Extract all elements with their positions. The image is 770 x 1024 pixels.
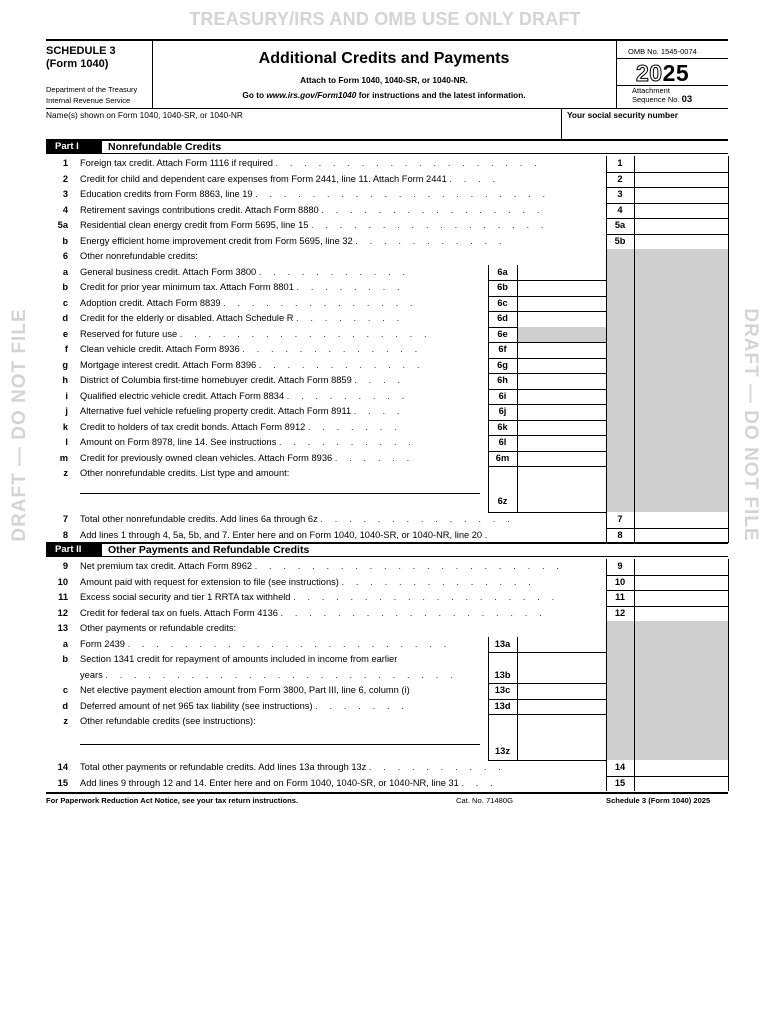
line-number: z: [63, 468, 68, 478]
amount-field-6m[interactable]: [519, 452, 604, 466]
line-description: [80, 575, 535, 591]
leader-dots: . . . . . . . . . . . . . . . . . . . . . . .: [127, 638, 451, 649]
line-text: Credit for the elderly or disabled. Attach Schedule R: [80, 313, 294, 323]
leader-dots: . . . . . . . . . . . . . . . .: [321, 204, 545, 215]
line-number: a: [62, 266, 68, 277]
amount-field-5b[interactable]: [636, 235, 726, 249]
line-description: [80, 280, 404, 296]
amount-field-13a[interactable]: [519, 638, 604, 652]
line-description: [80, 606, 546, 622]
line-description: [80, 590, 559, 606]
line-box-2: 2: [617, 173, 623, 184]
header-top-rule: [46, 39, 728, 41]
line-text: Amount paid with request for extension to file (see instructions): [80, 576, 339, 587]
amount-field-2[interactable]: [636, 173, 726, 187]
line-text: Add lines 1 through 4, 5a, 5b, and 7. Enter here and on Form 1040, 1040-SR, or 1040-NR, line 20: [80, 529, 483, 540]
part-1-label: Part I: [46, 141, 102, 153]
list-underline: [80, 744, 480, 745]
leader-dots: . . . . . . . . . .: [278, 437, 416, 447]
line-box-11: 11: [615, 592, 625, 602]
line-number: h: [62, 375, 68, 385]
leader-dots: . . . . . . . . . . . . . . . . . . . . . .: [254, 561, 564, 571]
form-title: Additional Credits and Payments: [258, 50, 510, 67]
line-box-12: 12: [614, 607, 626, 618]
amount-field-15[interactable]: [636, 777, 726, 791]
line-text: Alternative fuel vehicle refueling property credit. Attach Form 8911: [80, 406, 352, 416]
line-description: [80, 373, 405, 389]
attachment-sequence: [632, 86, 692, 104]
line-box-5a: 5a: [614, 220, 626, 230]
line-text: Education credits from Form 8863, line 19: [80, 189, 253, 199]
line-box-13b: 13b: [494, 669, 511, 680]
box-column-left: [606, 156, 607, 543]
inner-box-left: [488, 637, 489, 761]
amount-field-14[interactable]: [636, 761, 726, 775]
sequence-label: Sequence No.: [632, 95, 680, 104]
amount-field-6z[interactable]: [519, 467, 604, 511]
footer-form-id: [606, 796, 710, 805]
line-box-6d: 6d: [497, 313, 508, 323]
line-number: d: [62, 313, 68, 323]
line-number: 1: [62, 158, 68, 168]
line-text: Qualified electric vehicle credit. Attach Form 8834: [80, 390, 285, 401]
line-description: [80, 668, 457, 684]
line-text: Deferred amount of net 965 tax liability (see instructions): [80, 700, 313, 711]
box-column-right: [634, 156, 635, 543]
line-number: 13: [57, 623, 68, 633]
box-column-left: [606, 559, 607, 791]
line-text: Adoption credit. Attach Form 8839: [80, 297, 221, 308]
reserved-shade: [517, 327, 606, 343]
line-text: District of Columbia first-time homebuyer credit. Attach Form 8859: [80, 375, 352, 385]
line-description: [80, 218, 548, 234]
line-description: [80, 404, 404, 420]
amount-field-6k[interactable]: [519, 421, 604, 435]
line-description: [80, 760, 505, 776]
amount-field-4[interactable]: [636, 204, 726, 218]
line-description: [80, 466, 289, 482]
line-number: f: [64, 344, 68, 354]
line-text: Net elective payment election amount from Form 3800, Part III, line 6, column (i): [80, 685, 410, 695]
line-text: Residential clean energy credit from Form 5695, line 15: [80, 220, 309, 230]
line-text: Other nonrefundable credits:: [80, 251, 198, 261]
line-box-6z: 6z: [497, 496, 508, 506]
box-column-right: [634, 559, 635, 791]
inner-box-right: [517, 265, 518, 513]
line-box-3: 3: [617, 189, 623, 199]
amount-field-6c[interactable]: [519, 297, 604, 311]
name-field-label: Name(s) shown on Form 1040, 1040-SR, or 1040-NR: [46, 110, 243, 120]
line-box-13z: 13z: [495, 746, 510, 756]
line-description: [80, 327, 431, 343]
line-number: m: [59, 452, 68, 463]
line-text: Form 2439: [80, 638, 125, 649]
line-box-6i: 6i: [498, 390, 507, 401]
line-description: [80, 311, 404, 327]
line-number: 8: [62, 529, 68, 540]
schedule-form: (Form 1040): [46, 58, 109, 70]
line-number: j: [65, 406, 68, 416]
leader-dots: . . . . . . . . . .: [368, 762, 506, 772]
leader-dots: . . . . . . . .: [296, 282, 405, 292]
goto-instruction: [155, 90, 613, 100]
line-description: [80, 528, 492, 544]
line-text: Mortgage interest credit. Attach Form 8396: [80, 359, 257, 370]
line-number: 7: [62, 514, 68, 524]
header-divider-right: [616, 40, 617, 108]
name-input[interactable]: [46, 122, 558, 138]
line-box-6g: 6g: [497, 359, 508, 370]
omb-rule: [616, 58, 728, 59]
header-bottom-rule: [46, 108, 728, 109]
line-box-6k: 6k: [497, 421, 508, 432]
amount-field-13b[interactable]: [519, 669, 604, 683]
leader-dots: . . . . . . . . . . . . . . . . . . . . . . . . .: [105, 669, 458, 680]
schedule-name: SCHEDULE 3: [46, 45, 116, 57]
line-box-6f: 6f: [498, 344, 507, 354]
line-description: [80, 621, 236, 637]
line-text: Amount on Form 8978, line 14. See instructions: [80, 437, 277, 447]
footer-rule: [46, 792, 728, 794]
line-text: Excess social security and tier 1 RRTA tax withheld: [80, 592, 291, 602]
line-number: l: [65, 437, 68, 447]
line-box-6m: 6m: [495, 452, 510, 463]
leader-dots: . . . .: [449, 173, 500, 184]
line-number: 15: [57, 777, 68, 788]
goto-suffix: for instructions and the latest information.: [356, 90, 526, 100]
line-text: Clean vehicle credit. Attach Form 8936: [80, 344, 240, 354]
header-divider-left: [152, 40, 153, 108]
line-box-6a: 6a: [497, 266, 508, 277]
line-number: c: [62, 685, 68, 695]
amount-field-6g[interactable]: [519, 359, 604, 373]
part-1-title: Nonrefundable Credits: [108, 141, 222, 153]
line-text: Credit for child and dependent care expenses from Form 2441, line 11. Attach Form 2441: [80, 173, 447, 184]
line-description: [80, 435, 415, 451]
amount-field-5a[interactable]: [636, 219, 726, 233]
line-number: 10: [57, 576, 68, 587]
tax-year-outline: 20: [636, 60, 663, 86]
right-column-shade: [606, 249, 728, 512]
line-number: a: [62, 638, 68, 649]
draft-watermark-left: DRAFT — DO NOT FILE: [9, 308, 30, 542]
ssn-field-label: Your social security number: [567, 110, 678, 120]
part-2-title: Other Payments and Refundable Credits: [108, 544, 310, 556]
line-description: [80, 699, 409, 715]
line-text: Credit for federal tax on fuels. Attach Form 4136: [80, 607, 278, 618]
line-box-6b: 6b: [497, 282, 508, 292]
line-description: [80, 559, 564, 575]
line-text: Total other payments or refundable credits. Add lines 13a through 13z: [80, 762, 367, 772]
amount-field-13d[interactable]: [519, 700, 604, 714]
list-underline: [80, 493, 480, 494]
line-description: [80, 683, 410, 699]
line-description: [80, 156, 541, 172]
line-number: d: [62, 700, 68, 711]
line-number: b: [62, 282, 68, 292]
line-description: [80, 420, 401, 436]
amount-field-3[interactable]: [636, 188, 726, 202]
leader-dots: . . . . . . . . .: [286, 390, 409, 401]
line-text: Reserved for future use: [80, 328, 178, 339]
leader-dots: . . .: [461, 777, 498, 788]
line-number: b: [62, 654, 68, 664]
sequence-number: 03: [681, 94, 693, 105]
line-box-7: 7: [617, 514, 623, 524]
line-text: Section 1341 credit for repayment of amounts included in income from earlier: [80, 654, 398, 664]
line-number: 11: [58, 592, 68, 602]
line-number: 9: [62, 561, 68, 571]
irs-link[interactable]: www.irs.gov/Form1040: [266, 90, 357, 100]
line-description: [80, 358, 424, 374]
department-line-2: Internal Revenue Service: [46, 96, 131, 105]
line-description: [80, 249, 198, 265]
line-number: 4: [62, 204, 68, 215]
amount-field-13z[interactable]: [519, 715, 604, 759]
footer-form-name: Schedule 3 (Form 1040): [606, 796, 694, 805]
line-number: k: [62, 421, 68, 432]
inner-box-left: [488, 265, 489, 513]
line-description: [80, 265, 410, 281]
leader-dots: . . . . . . . . . . . . .: [242, 344, 422, 354]
amount-field-6l[interactable]: [519, 436, 604, 450]
line-number: e: [62, 328, 68, 339]
amount-field-10[interactable]: [636, 576, 726, 590]
line-box-13a: 13a: [494, 638, 511, 649]
amount-field-6d[interactable]: [519, 312, 604, 326]
leader-dots: . . . . . . .: [315, 700, 409, 711]
leader-dots: . . . . . . . . . . . .: [258, 359, 425, 370]
leader-dots: . . . . . . . . . . . . . .: [320, 514, 515, 524]
line-text: Net premium tax credit. Attach Form 8962: [80, 561, 253, 571]
line-text: General business credit. Attach Form 3800: [80, 266, 257, 277]
amount-field-6a[interactable]: [519, 266, 604, 280]
department-name: [46, 84, 137, 106]
line-description: [80, 234, 506, 250]
line-box-6h: 6h: [497, 375, 508, 385]
amount-field-6f[interactable]: [519, 343, 604, 357]
amount-field-6i[interactable]: [519, 390, 604, 404]
line-description: [80, 714, 256, 730]
line-text: Credit for previously owned clean vehicles. Attach Form 8936: [80, 452, 333, 463]
leader-dots: . . . . . . . . . . . . . . . . . . . . .: [255, 189, 550, 199]
line-box-14: 14: [614, 762, 626, 772]
line-text: Foreign tax credit. Attach Form 1116 if required: [80, 158, 273, 168]
leader-dots: . . . . . . . .: [296, 313, 404, 323]
line-description: [80, 776, 497, 792]
amount-field-11[interactable]: [636, 591, 726, 605]
line-text: Energy efficient home improvement credit from Form 5695, line 32: [80, 235, 353, 246]
line-box-6j: 6j: [498, 406, 507, 416]
tax-year: [636, 60, 689, 87]
amount-field-1[interactable]: [636, 157, 726, 171]
line-box-4: 4: [617, 204, 623, 215]
line-description: [80, 203, 544, 219]
line-text: Other nonrefundable credits. List type and amount:: [80, 468, 290, 478]
leader-dots: . . . . . . .: [307, 421, 402, 432]
line-number: 2: [62, 173, 68, 184]
line-number: i: [65, 390, 68, 401]
draft-watermark-top: TREASURY/IRS AND OMB USE ONLY DRAFT: [189, 9, 581, 29]
inner-box-right: [517, 637, 518, 761]
attach-instruction: Attach to Form 1040, 1040-SR, or 1040-NR.: [300, 75, 468, 85]
omb-number: OMB No. 1545-0074: [628, 47, 697, 56]
draft-watermark-right: DRAFT — DO NOT FILE: [740, 308, 761, 542]
line-description: [80, 389, 409, 405]
line-text: Other payments or refundable credits:: [80, 623, 237, 633]
amount-field-12[interactable]: [636, 607, 726, 621]
line-number: g: [62, 359, 68, 370]
line-description: [80, 172, 500, 188]
line-text: Credit to holders of tax credit bonds. Attach Form 8912: [80, 421, 306, 432]
paperwork-notice: For Paperwork Reduction Act Notice, see your tax return instructions.: [46, 796, 299, 805]
right-column-shade: [606, 621, 728, 760]
leader-dots: . . . . . . . . . . .: [258, 266, 410, 277]
amount-field-9[interactable]: [636, 560, 726, 574]
amount-field-6h[interactable]: [519, 374, 604, 388]
line-number: z: [63, 716, 68, 726]
line-number: b: [62, 235, 68, 246]
line-description: [80, 637, 451, 653]
line-number: 3: [62, 189, 68, 199]
line-box-5b: 5b: [614, 235, 626, 246]
amount-field-7[interactable]: [636, 513, 726, 527]
line-box-15: 15: [614, 777, 626, 788]
leader-dots: . . . . . .: [334, 452, 414, 463]
line-description: [80, 512, 514, 528]
line-text: years: [80, 669, 103, 680]
tax-year-solid: 25: [662, 60, 690, 86]
line-number: 14: [57, 762, 68, 772]
leader-dots: . . . . . . . . . . . . . . . . .: [311, 220, 549, 230]
line-box-6e: 6e: [497, 328, 508, 339]
line-text: Other refundable credits (see instructions):: [80, 716, 256, 726]
form-right-edge: [728, 156, 729, 543]
form-right-edge: [728, 559, 729, 791]
line-box-9: 9: [617, 561, 623, 571]
amount-field-6b[interactable]: [519, 281, 604, 295]
leader-dots: . . . . . . . . . . . . . . . . . . .: [275, 158, 542, 168]
leader-dots: . . . . . . . . . . .: [355, 235, 507, 246]
name-ssn-divider: [561, 108, 562, 139]
line-box-13c: 13c: [494, 685, 511, 695]
leader-dots: . . . .: [354, 375, 405, 385]
line-description: [80, 342, 422, 358]
leader-dots: . . . . . . . . . . . . . . . . . .: [179, 328, 432, 339]
line-box-8: 8: [617, 529, 623, 540]
line-box-1: 1: [617, 158, 623, 168]
line-description: [80, 652, 397, 668]
catalog-number: Cat. No. 71480G: [456, 796, 513, 805]
schedule-title: [46, 45, 116, 71]
line-number: 6: [62, 251, 68, 261]
line-box-6c: 6c: [497, 297, 508, 308]
line-text: Add lines 9 through 12 and 14. Enter here and on Form 1040, 1040-SR, or 1040-NR, line 31: [80, 777, 459, 788]
part-2-label: Part II: [46, 544, 102, 556]
line-description: [80, 296, 417, 312]
line-box-10: 10: [614, 576, 626, 587]
line-number: 12: [57, 607, 68, 618]
leader-dots: .: [484, 529, 492, 540]
line-description: [80, 187, 550, 203]
leader-dots: . . . . . . . . . . . . . . . . . . .: [293, 592, 559, 602]
leader-dots: . . . . . . . . . . . . . . . . . . .: [280, 607, 547, 618]
line-number: c: [62, 297, 68, 308]
goto-prefix: Go to: [242, 90, 267, 100]
line-number: 5a: [57, 220, 68, 230]
footer-year: 2025: [693, 796, 711, 805]
leader-dots: . . . .: [353, 406, 405, 416]
line-description: [80, 451, 414, 467]
amount-field-8[interactable]: [636, 529, 726, 543]
line-text: Credit for prior year minimum tax. Attach Form 8801: [80, 282, 294, 292]
line-box-6l: 6l: [498, 437, 507, 447]
leader-dots: . . . . . . . . . . . . . .: [341, 576, 536, 587]
amount-field-13c[interactable]: [519, 684, 604, 698]
line-text: Total other nonrefundable credits. Add lines 6a through 6z: [80, 514, 318, 524]
line-text: Retirement savings contributions credit. Attach Form 8880: [80, 204, 319, 215]
amount-field-6j[interactable]: [519, 405, 604, 419]
department-line-1: Department of the Treasury: [46, 85, 138, 94]
line-box-13d: 13d: [494, 700, 511, 711]
attachment-label: Attachment: [632, 86, 670, 95]
leader-dots: . . . . . . . . . . . . . .: [223, 297, 418, 308]
ssn-input[interactable]: [566, 122, 726, 138]
